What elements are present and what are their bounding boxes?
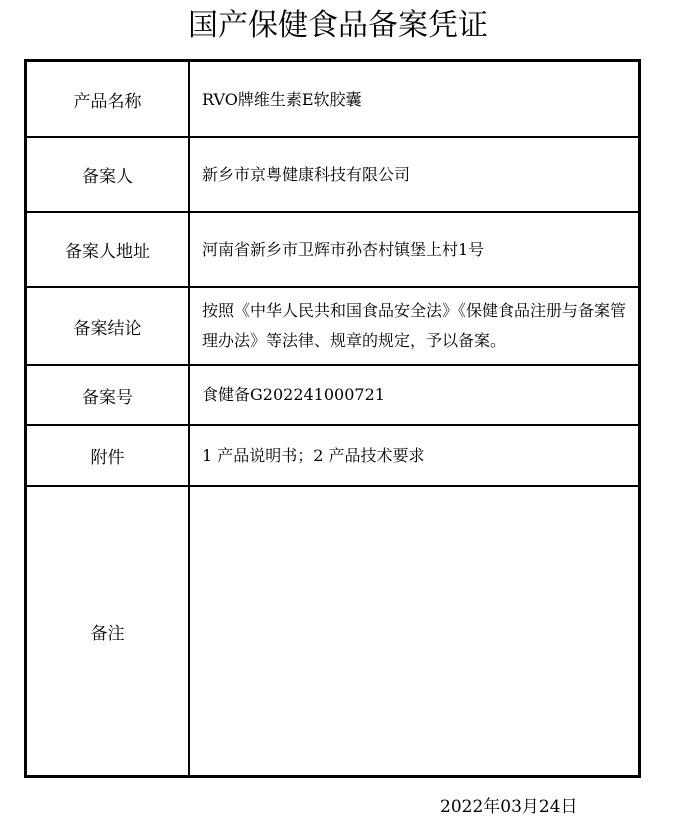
table-row-conclusion <box>27 288 638 364</box>
value-address: 河南省新乡市卫辉市孙杏村镇堡上村1号 <box>202 239 485 259</box>
label-conclusion: 备案结论 <box>27 288 190 364</box>
table-row-attachments <box>27 426 638 485</box>
label-record-number: 备案号 <box>27 366 190 424</box>
label-registrant: 备案人 <box>27 138 190 211</box>
value-registrant: 新乡市京粤健康科技有限公司 <box>202 164 411 184</box>
label-product-name: 产品名称 <box>27 62 190 137</box>
table-row-registrant <box>27 138 638 211</box>
value-conclusion: 按照《中华人民共和国食品安全法》《保健食品注册与备案管理办法》等法律、规章的规定，予以备案。 <box>202 301 627 350</box>
table-row-address <box>27 213 638 286</box>
record-table <box>24 59 641 778</box>
label-address: 备案人地址 <box>27 213 190 286</box>
table-row-record-number <box>27 366 638 424</box>
document-title: 国产保健食品备案凭证 <box>188 8 488 43</box>
value-record-number: 食健备G202241000721 <box>202 385 385 404</box>
label-attachments: 附件 <box>27 426 190 485</box>
label-remarks: 备注 <box>27 487 190 775</box>
value-attachments: 1 产品说明书；2 产品技术要求 <box>202 445 425 465</box>
value-product-name: RVO牌维生素E软胶囊 <box>202 89 362 109</box>
table-row-product-name <box>27 62 638 137</box>
issue-date: 2022年03月24日 <box>440 797 578 817</box>
table-row-remarks <box>27 487 638 775</box>
value-remarks <box>190 487 638 775</box>
